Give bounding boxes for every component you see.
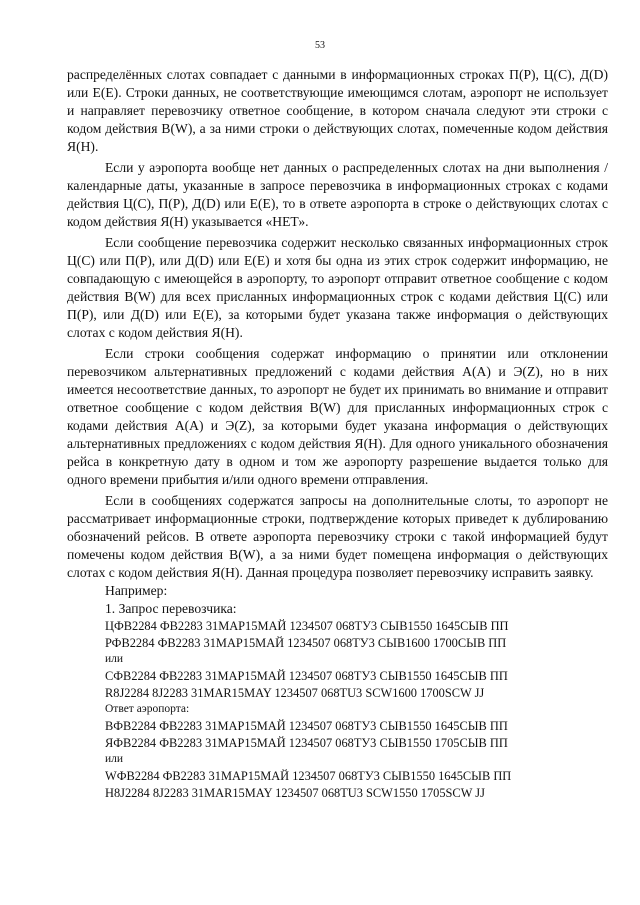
or-separator: или xyxy=(105,653,124,666)
code-line: ВФВ2284 ФВ2283 31МАР15МАЙ 1234507 068ТУ3 СЫВ1550 1645СЫВ ПП xyxy=(105,718,508,733)
code-line: СФВ2284 ФВ2283 31МАР15МАЙ 1234507 068ТУ3 СЫВ1550 1645СЫВ ПП xyxy=(105,668,508,683)
code-line: РФВ2284 ФВ2283 31МАР15МАЙ 1234507 068ТУ3 СЫВ1600 1700СЫВ ПП xyxy=(105,636,507,651)
example-heading: Например: xyxy=(105,583,168,598)
code-line: ЦФВ2284 ФВ2283 31МАР15МАЙ 1234507 068ТУ3 СЫВ1550 1645СЫВ ПП xyxy=(105,619,509,633)
code-line: WФВ2284 ФВ2283 31МАР15МАЙ 1234507 068ТУ3 СЫВ1550 1645СЫВ ПП xyxy=(105,768,512,783)
request-lines xyxy=(105,618,608,802)
page-number: 53 xyxy=(315,40,325,51)
document-body xyxy=(67,66,608,802)
paragraph-linked-lines: Если сообщение перевозчика содержит несколько связанных информационных строк Ц(C) или П(P), или Д(D) или Е(E) и хотя бы одна из этих строк содержит информацию, не совпадающую с имеющейся в аэропорту, то аэропорт отправит ответное сообщение с кодом действия В(W) для всех присланных информационных строк с кодами действия Ц(C) или П(P), или Д(D) или Е(E), за которыми будет указана также информация о действующих слотах с кодом действия Я(H). xyxy=(67,235,608,340)
paragraph-additional-slots: Если в сообщениях содержатся запросы на дополнительные слоты, то аэропорт не рассматривает информационные строки, подтверждение которых приведет к дублированию обозначений рейсов. В ответе аэропорта перевозчику строки с такой информацией будут помечены кодом действия В(W), а за ними будет помещена информация о действующих слотах с кодом действия Я(H). Данная процедура позволяет перевозчику исправить заявку. xyxy=(67,493,608,580)
paragraph-alternative-offers: Если строки сообщения содержат информацию о принятии или отклонении перевозчиком альтернативных предложений с кодами действия А(A) и Э(Z), но в них имеется несоответствие данных, то аэропорт не будет их принимать во внимание и отправит ответное сообщение с кодом действия В(W) для присланных информационных строк с кодами действия А(A) и Э(Z), за которыми будет указана информация о действующих альтернативных предложениях с кодом действия Я(H). Для одного уникального обозначения рейса в конкретную дату в одном и том же аэропорту разрешение выдается только для одного времени прибытия и/или одного времени отправления. xyxy=(67,346,608,487)
paragraph-continuation: распределённых слотах совпадает с данными в информационных строках П(P), Ц(C), Д(D) или Е(E). Строки данных, не соответствующие имеющимся слотам, аэропорт не использует и направляет перевозчику ответное сообщение, в котором сначала следуют эти строки с кодом действия В(W), а за ними строки о действующих слотах, помеченные кодом действия Я(H). xyxy=(67,67,608,154)
or-separator: или xyxy=(105,753,124,766)
response-title: Ответ аэропорта: xyxy=(105,703,190,716)
code-line: ЯФВ2284 ФВ2283 31МАР15МАЙ 1234507 068ТУ3 СЫВ1550 1705СЫВ ПП xyxy=(105,736,508,751)
code-line: H8J2284 8J2283 31MAR15MAY 1234507 068TU3 SCW1550 1705SCW JJ xyxy=(105,785,485,800)
paragraph-no-slot-data: Если у аэропорта вообще нет данных о распределенных слотах на дни выполнения / календарные даты, указанные в запросе перевозчика в информационных строках с кодами действия Ц(C), П(P), Д(D) или Е(E), то в ответе аэропорта в строке о действующих слотах с кодом действия Я(H) указывается «НЕТ». xyxy=(67,160,608,229)
example-request-title: 1. Запрос перевозчика: xyxy=(105,601,237,616)
code-line: R8J2284 8J2283 31MAR15MAY 1234507 068TU3 SCW1600 1700SCW JJ xyxy=(105,686,485,701)
